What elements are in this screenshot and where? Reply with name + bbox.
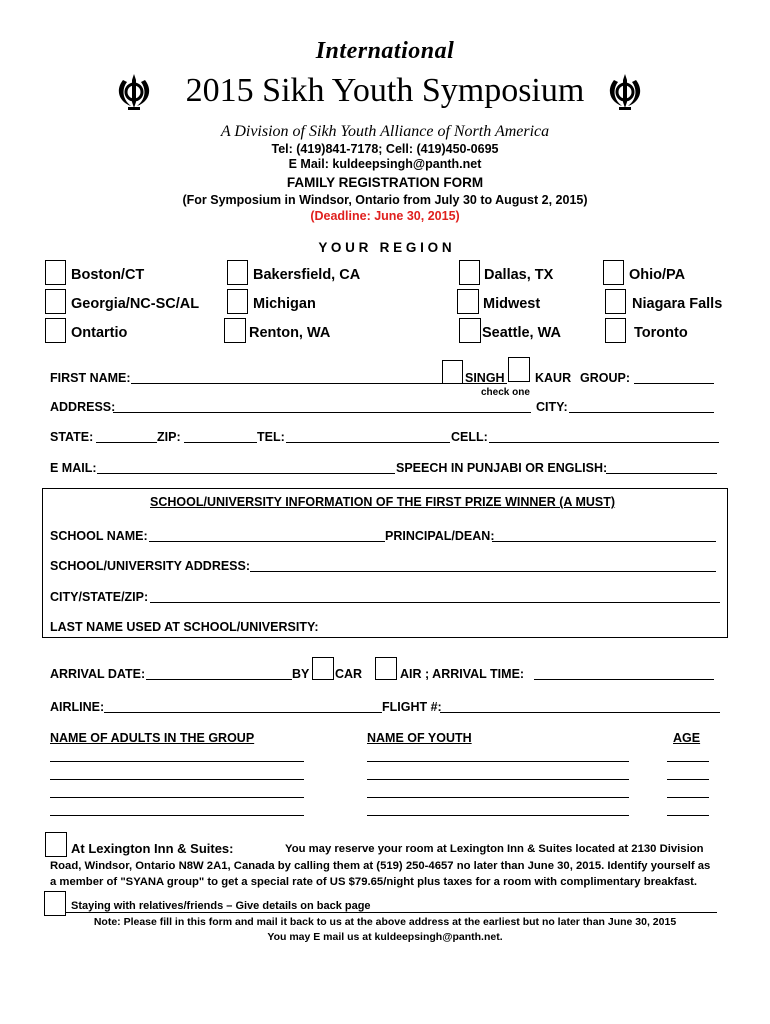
singh-underline [463,383,507,384]
division-subtitle: A Division of Sikh Youth Alliance of North America [220,123,550,140]
tel-label: TEL: [257,430,285,444]
school-address-label: SCHOOL/UNIVERSITY ADDRESS: [50,559,251,573]
header-international: International [315,38,455,64]
address-field[interactable] [113,412,531,413]
lexington-text-line3: a member of "SYANA group" to get a special rate of US $79.65/night plus taxes for a room with complimentary breakfast. [50,876,698,888]
air-checkbox[interactable] [375,657,397,680]
region-checkbox-niagara[interactable] [605,289,626,314]
principal-field[interactable] [492,541,716,542]
singh-label: SINGH [465,371,505,385]
city-field[interactable] [569,412,714,413]
region-checkbox-ohio[interactable] [603,260,624,285]
footer-email: You may E mail us at kuldeepsingh@panth.net. [267,931,503,943]
lexington-label: At Lexington Inn & Suites: [71,841,234,856]
city-label: CITY: [536,400,568,414]
email-label: E MAIL: [50,461,97,475]
address-label: ADDRESS: [50,400,116,414]
lexington-checkbox[interactable] [45,832,67,857]
relatives-checkbox[interactable] [44,891,66,916]
singh-checkbox[interactable] [442,360,463,384]
zip-label: ZIP: [157,430,181,444]
youth-age-field-3[interactable] [667,797,709,798]
school-address-field[interactable] [250,571,716,572]
speech-label: SPEECH IN PUNJABI OR ENGLISH: [396,461,608,475]
region-label-bakersfield: Bakersfield, CA [253,267,361,283]
arrival-date-field[interactable] [146,679,292,680]
footer-note: Note: Please fill in this form and mail it back to us at the above address at the earliest but no later than June 30, 2015 [93,916,677,928]
region-heading: Y O U R R E G I O N [318,240,452,255]
adults-heading: NAME OF ADULTS IN THE GROUP [50,731,255,745]
region-label-renton: Renton, WA [249,325,331,341]
region-checkbox-midwest[interactable] [457,289,479,314]
airline-label: AIRLINE: [50,700,105,714]
check-one-hint: check one [481,387,530,398]
region-checkbox-renton[interactable] [224,318,246,343]
city-state-zip-label: CITY/STATE/ZIP: [50,590,149,604]
region-label-michigan: Michigan [253,296,316,312]
adult-name-field-2[interactable] [50,779,304,780]
school-name-label: SCHOOL NAME: [50,529,148,543]
contact-email: E Mail: kuldeepsingh@panth.net [288,157,482,171]
relatives-label: Staying with relatives/friends – Give details on back page [71,900,371,912]
youth-name-field-4[interactable] [367,815,629,816]
region-checkbox-michigan[interactable] [227,289,248,314]
region-label-midwest: Midwest [483,296,541,312]
city-state-zip-field[interactable] [150,602,720,603]
kaur-checkbox[interactable] [508,357,530,382]
principal-label: PRINCIPAL/DEAN: [385,529,495,543]
state-field[interactable] [96,442,157,443]
air-time-label: AIR ; ARRIVAL TIME: [400,667,525,681]
form-title: FAMILY REGISTRATION FORM [286,175,484,190]
last-name-label: LAST NAME USED AT SCHOOL/UNIVERSITY: [50,620,319,634]
group-label: GROUP: [580,371,630,385]
region-label-toronto: Toronto [634,325,688,341]
youth-name-field-3[interactable] [367,797,629,798]
youth-age-field-2[interactable] [667,779,709,780]
school-name-field[interactable] [149,541,385,542]
zip-field[interactable] [184,442,257,443]
region-label-niagara: Niagara Falls [632,296,723,312]
tel-field[interactable] [286,442,450,443]
youth-name-field-2[interactable] [367,779,629,780]
kaur-label: KAUR [535,371,572,385]
youth-age-field-1[interactable] [667,761,709,762]
region-label-dallas: Dallas, TX [484,267,554,283]
cell-field[interactable] [489,442,719,443]
email-field[interactable] [97,473,395,474]
region-checkbox-georgia[interactable] [45,289,66,314]
youth-age-field-4[interactable] [667,815,709,816]
region-checkbox-boston[interactable] [45,260,66,285]
relatives-underline [66,912,717,913]
speech-field[interactable] [606,473,717,474]
cell-label: CELL: [451,430,488,444]
page-title: 2015 Sikh Youth Symposium [185,72,585,109]
region-checkbox-seattle[interactable] [459,318,481,343]
region-checkbox-toronto[interactable] [605,318,626,343]
school-heading: SCHOOL/UNIVERSITY INFORMATION OF THE FIRST PRIZE WINNER (A MUST) [150,495,616,509]
region-checkbox-ontario[interactable] [45,318,66,343]
region-label-seattle: Seattle, WA [482,325,561,341]
car-label: CAR [335,667,363,681]
symposium-dates: (For Symposium in Windsor, Ontario from July 30 to August 2, 2015) [182,193,588,207]
flight-label: FLIGHT #: [382,700,442,714]
first-name-field[interactable] [131,383,444,384]
car-checkbox[interactable] [312,657,334,680]
region-checkbox-dallas[interactable] [459,260,480,285]
arrival-date-label: ARRIVAL DATE: [50,667,146,681]
contact-tel: Tel: (419)841-7178; Cell: (419)450-0695 [271,142,499,156]
lexington-text-line2: Road, Windsor, Ontario N8W 2A1, Canada by calling them at (519) 250-4657 no later than June 30, 2015. Identify yourself as [50,860,711,872]
khanda-icon-right [608,72,642,112]
region-label-georgia: Georgia/NC-SC/AL [71,296,200,312]
arrival-time-field[interactable] [534,679,714,680]
region-checkbox-bakersfield[interactable] [227,260,248,285]
airline-field[interactable] [104,712,382,713]
region-label-ontario: Ontartio [71,325,128,341]
lexington-text-line1: You may reserve your room at Lexington Inn & Suites located at 2130 Division [285,843,704,855]
region-label-ohio: Ohio/PA [629,267,686,283]
adult-name-field-3[interactable] [50,797,304,798]
age-heading: AGE [673,731,701,745]
first-name-label: FIRST NAME: [50,371,131,385]
youth-heading: NAME OF YOUTH [367,731,472,745]
adult-name-field-1[interactable] [50,761,304,762]
flight-field[interactable] [440,712,720,713]
group-field[interactable] [634,383,714,384]
region-label-boston: Boston/CT [71,267,145,283]
by-label: BY [292,667,310,681]
state-label: STATE: [50,430,94,444]
youth-name-field-1[interactable] [367,761,629,762]
adult-name-field-4[interactable] [50,815,304,816]
deadline: (Deadline: June 30, 2015) [310,209,460,223]
